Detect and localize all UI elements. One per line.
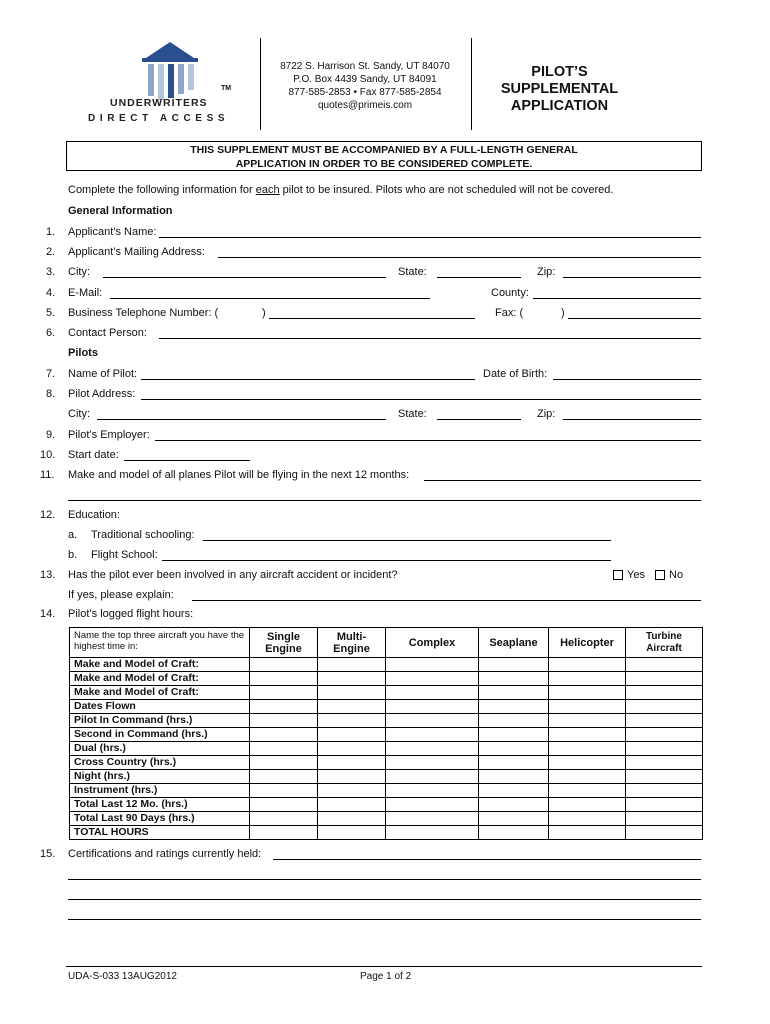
hours-cell[interactable] [386,700,479,714]
hours-cell[interactable] [549,700,626,714]
hours-cell[interactable] [386,742,479,756]
pilot-name-field[interactable] [141,379,475,380]
hours-cell[interactable] [250,770,318,784]
hours-cell[interactable] [318,672,386,686]
education-label: Education: [68,509,120,521]
table-row [70,812,703,826]
section-heading-pilots: Pilots [68,347,98,359]
table-row [70,672,703,686]
row-label: Dates Flown [70,700,250,714]
hours-cell[interactable] [549,658,626,672]
q6-number: 6. [46,327,56,339]
applicant-name-field[interactable] [159,237,701,238]
row-label: Total Last 90 Days (hrs.) [70,812,250,826]
row-label: Instrument (hrs.) [70,784,250,798]
hours-cell[interactable] [386,784,479,798]
pilot-zip-label: Zip: [537,408,556,420]
hours-cell[interactable] [250,672,318,686]
hours-cell[interactable] [479,714,549,728]
q12b-letter: b. [68,549,78,561]
planes-flown-label: Make and model of all planes Pilot will be flying in the next 12 months: [68,469,410,481]
certifications-label: Certifications and ratings currently held: [68,848,262,860]
hours-cell[interactable] [318,742,386,756]
fax-paren-close: ) [561,307,565,319]
hours-cell[interactable] [318,784,386,798]
column-header: Seaplane [479,628,549,658]
planes-flown-field-2[interactable] [68,500,701,501]
fax-field[interactable] [568,318,701,319]
hours-cell[interactable] [250,812,318,826]
state-label: State: [398,266,427,278]
hours-cell[interactable] [479,826,549,840]
hours-cell[interactable] [479,658,549,672]
table-row [70,770,703,784]
row-label: TOTAL HOURS [70,826,250,840]
table-row [70,714,703,728]
email-field[interactable] [110,298,430,299]
pilot-state-label: State: [398,408,427,420]
q10-number: 10. [40,449,56,461]
q7-number: 7. [46,368,56,380]
hours-cell[interactable] [386,658,479,672]
hours-cell[interactable] [250,686,318,700]
pilot-zip-field[interactable] [563,419,701,420]
trademark-mark: TM [221,85,232,92]
q2-number: 2. [46,246,56,258]
table-description: Name the top three aircraft you have the highest time in: [70,628,250,658]
hours-cell[interactable] [250,826,318,840]
accident-no-checkbox[interactable] [655,570,665,580]
hours-cell[interactable] [318,686,386,700]
hours-cell[interactable] [549,770,626,784]
hours-cell[interactable] [250,714,318,728]
table-row [70,742,703,756]
notice-box: THIS SUPPLEMENT MUST BE ACCOMPANIED BY A FULL-LENGTH GENERAL APPLICATION IN ORDER TO BE CONSIDERED COMPLETE. [66,141,702,171]
business-phone-paren-close: ) [262,307,266,319]
mailing-address-label: Applicant’s Mailing Address: [68,246,205,258]
hours-cell[interactable] [549,714,626,728]
hours-cell[interactable] [386,798,479,812]
hours-cell[interactable] [250,700,318,714]
state-field[interactable] [437,277,521,278]
table-row [70,700,703,714]
fax-label: Fax: ( [495,307,524,319]
address-email: quotes@primeis.com [317,100,413,111]
hours-cell[interactable] [318,798,386,812]
section-heading-general: General Information [68,205,173,217]
hours-cell[interactable] [386,686,479,700]
table-row [70,756,703,770]
hours-cell[interactable] [626,770,703,784]
company-logo [88,40,248,130]
accident-question: Has the pilot ever been involved in any aircraft accident or incident? [68,569,398,581]
hours-cell[interactable] [479,798,549,812]
pilot-state-field[interactable] [437,419,521,420]
city-label: City: [68,266,90,278]
column-header: Helicopter [549,628,626,658]
hours-cell[interactable] [626,742,703,756]
hours-cell[interactable] [250,742,318,756]
business-phone-label: Business Telephone Number: ( [68,307,219,319]
table-row [70,798,703,812]
planes-flown-field[interactable] [424,480,701,481]
hours-cell[interactable] [318,728,386,742]
hours-cell[interactable] [386,756,479,770]
row-label: Make and Model of Craft: [70,658,250,672]
hours-cell[interactable] [626,686,703,700]
hours-cell[interactable] [386,812,479,826]
hours-cell[interactable] [626,784,703,798]
hours-cell[interactable] [479,756,549,770]
hours-cell[interactable] [549,742,626,756]
contact-person-label: Contact Person: [68,327,147,339]
q5-number: 5. [46,307,56,319]
q15-number: 15. [40,848,56,860]
q12-number: 12. [40,509,56,521]
traditional-schooling-label: Traditional schooling: [91,529,195,541]
hours-cell[interactable] [386,826,479,840]
applicant-name-label: Applicant’s Name: [68,226,157,238]
hours-cell[interactable] [626,714,703,728]
footer-rule [66,966,702,967]
certifications-field[interactable] [273,859,701,860]
hours-cell[interactable] [318,658,386,672]
zip-label: Zip: [537,266,556,278]
row-label: Second in Command (hrs.) [70,728,250,742]
hours-cell[interactable] [386,728,479,742]
table-row [70,686,703,700]
pilot-address-field[interactable] [141,399,701,400]
hours-cell[interactable] [549,798,626,812]
hours-cell[interactable] [250,728,318,742]
hours-cell[interactable] [479,672,549,686]
hours-cell[interactable] [318,700,386,714]
address-street: 8722 S. Harrison St. Sandy, UT 84070 [280,61,450,72]
certifications-field-2[interactable] [68,879,701,880]
city-field[interactable] [103,277,386,278]
hours-cell[interactable] [386,672,479,686]
hours-cell[interactable] [549,686,626,700]
flight-school-field[interactable] [162,560,611,561]
row-label: Dual (hrs.) [70,742,250,756]
flight-hours-table [69,627,703,840]
hours-cell[interactable] [626,756,703,770]
row-label: Pilot In Command (hrs.) [70,714,250,728]
hours-cell[interactable] [549,672,626,686]
q14-number: 14. [40,608,56,620]
q8-number: 8. [46,388,56,400]
hours-cell[interactable] [626,658,703,672]
certifications-field-3[interactable] [68,899,701,900]
form-title: PILOT’S SUPPLEMENTAL APPLICATION [500,64,619,114]
hours-cell[interactable] [626,672,703,686]
q9-number: 9. [46,429,56,441]
row-label: Make and Model of Craft: [70,672,250,686]
hours-cell[interactable] [626,826,703,840]
pilot-address-label: Pilot Address: [68,388,136,400]
row-label: Make and Model of Craft: [70,686,250,700]
accident-yes-checkbox[interactable] [613,570,623,580]
accident-explain-label: If yes, please explain: [68,589,174,601]
hours-cell[interactable] [479,784,549,798]
hours-cell[interactable] [318,770,386,784]
q13-number: 13. [40,569,56,581]
hours-cell[interactable] [479,728,549,742]
county-field[interactable] [533,298,701,299]
pilot-employer-label: Pilot’s Employer: [68,429,150,441]
row-label: Total Last 12 Mo. (hrs.) [70,798,250,812]
zip-field[interactable] [563,277,701,278]
hours-cell[interactable] [250,798,318,812]
table-row [70,658,703,672]
accident-no-label: No [669,569,684,581]
form-id: UDA-S-033 13AUG2012 [68,971,177,982]
hours-cell[interactable] [549,756,626,770]
mailing-address-field[interactable] [218,257,701,258]
hours-cell[interactable] [250,784,318,798]
column-header: Turbine Aircraft [626,628,703,658]
hours-cell[interactable] [549,826,626,840]
hours-cell[interactable] [479,700,549,714]
accident-explain-field[interactable] [192,600,701,601]
traditional-schooling-field[interactable] [203,540,611,541]
table-row [70,728,703,742]
address-phone-fax: 877-585-2853 • Fax 877-585-2854 [288,87,442,98]
pilot-name-label: Name of Pilot: [68,368,138,380]
start-date-label: Start date: [68,449,119,461]
table-row [70,826,703,840]
accident-yes-label: Yes [627,569,645,581]
hours-cell[interactable] [479,770,549,784]
hours-cell[interactable] [250,756,318,770]
hours-cell[interactable] [250,658,318,672]
pilot-city-label: City: [68,408,90,420]
table-header-row [70,628,703,658]
hours-cell[interactable] [479,686,549,700]
hours-cell[interactable] [386,770,479,784]
hours-cell[interactable] [549,812,626,826]
column-header: Multi-Engine [318,628,386,658]
hours-cell[interactable] [626,700,703,714]
hours-cell[interactable] [549,784,626,798]
table-row [70,784,703,798]
pilot-employer-field[interactable] [155,440,701,441]
column-header: Complex [386,628,479,658]
pilot-city-field[interactable] [97,419,386,420]
county-label: County: [491,287,529,299]
hours-cell[interactable] [479,742,549,756]
q3-number: 3. [46,266,56,278]
certifications-field-4[interactable] [68,919,701,920]
intro-text: Complete the following information for each pilot to be insured. Pilots who are not scheduled will not be covered. [68,184,614,196]
hours-cell[interactable] [386,714,479,728]
hours-cell[interactable] [626,798,703,812]
hours-cell[interactable] [626,728,703,742]
hours-cell[interactable] [549,728,626,742]
column-header: Single Engine [250,628,318,658]
hours-cell[interactable] [626,812,703,826]
q4-number: 4. [46,287,56,299]
date-of-birth-label: Date of Birth: [483,368,548,380]
hours-cell[interactable] [479,812,549,826]
email-label: E-Mail: [68,287,103,299]
row-label: Night (hrs.) [70,770,250,784]
q1-number: 1. [46,226,56,238]
business-phone-field[interactable] [269,318,475,319]
page-number: Page 1 of 2 [360,971,412,982]
q11-number: 11. [40,469,55,481]
date-of-birth-field[interactable] [553,379,701,380]
hours-cell[interactable] [318,756,386,770]
logo-text-direct-access: DIRECT ACCESS [88,113,230,124]
hours-cell[interactable] [318,826,386,840]
row-label: Cross Country (hrs.) [70,756,250,770]
hours-cell[interactable] [318,714,386,728]
hours-cell[interactable] [318,812,386,826]
flight-school-label: Flight School: [91,549,158,561]
start-date-field[interactable] [124,460,250,461]
contact-person-field[interactable] [159,338,701,339]
logo-text-underwriters: UNDERWRITERS [110,97,208,109]
q12a-letter: a. [68,529,78,541]
flight-hours-label: Pilot’s logged flight hours: [68,608,194,620]
building-columns-icon [128,40,238,102]
address-po-box: P.O. Box 4439 Sandy, UT 84091 [293,74,437,85]
company-address [260,60,470,112]
